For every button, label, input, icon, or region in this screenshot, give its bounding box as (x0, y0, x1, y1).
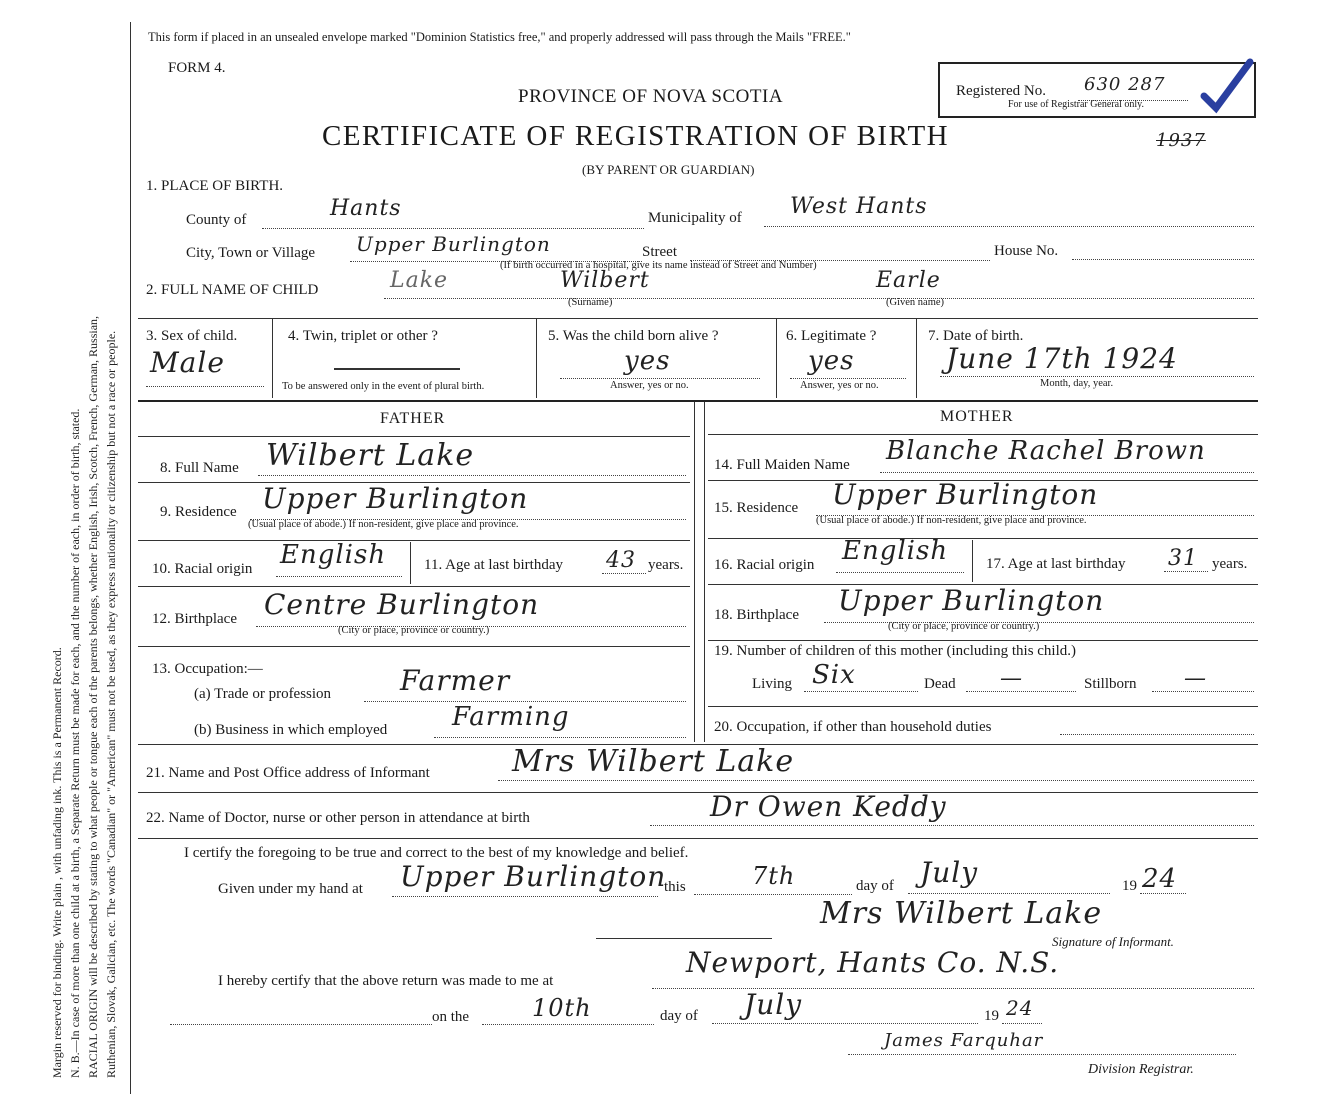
certificate-subtitle: (BY PARENT OR GUARDIAN) (582, 162, 755, 177)
year-stamp: 1937 (1156, 130, 1206, 151)
father-residence-label: 9. Residence (160, 504, 237, 520)
registrar-month: July (744, 988, 803, 1021)
alive-caption: Answer, yes or no. (610, 380, 689, 391)
occupation-label: 13. Occupation:— (152, 661, 263, 677)
given-year: 24 (1142, 864, 1178, 894)
margin-binding-note: Margin reserved for binding. Write plain , with unfading ink. This is a Permanent Record. (50, 647, 64, 1078)
mother-race-value: English (842, 536, 949, 566)
county-label: County of (186, 212, 247, 228)
mother-birthplace-caption: (City or place, province or country.) (888, 621, 1040, 632)
father-age-label: 11. Age at last birthday (424, 557, 563, 573)
twin-label: 4. Twin, triplet or other ? (288, 328, 438, 344)
registrar-day: 10th (532, 994, 592, 1022)
surname-caption: (Surname) (568, 297, 613, 308)
registrar-year: 24 (1006, 996, 1034, 1020)
legitimate-value: yes (808, 346, 855, 376)
registrar-place: Newport, Hants Co. N.S. (686, 946, 1060, 979)
county-value: Hants (330, 196, 402, 221)
margin-racial-note-2: Ruthenian, Slovak, Galician, etc. The words "Canadian" or "American" must not be used, as they express nationality or citizenship but not a race or people. (104, 330, 118, 1078)
father-age-value: 43 (606, 548, 636, 573)
given-year-prefix: 19 (1122, 878, 1137, 894)
province-title: PROVINCE OF NOVA SCOTIA (518, 86, 784, 107)
mother-heading: MOTHER (940, 408, 1014, 425)
child-surname: Lake (390, 268, 449, 293)
father-residence-caption: (Usual place of abode.) If non-resident, give place and province. (248, 519, 519, 530)
check-mark-icon (1198, 58, 1256, 116)
mother-age-value: 31 (1168, 546, 1198, 571)
certify-statement: I certify the foregoing to be true and correct to the best of my knowledge and belief. (184, 845, 689, 861)
registrar-signature: James Farquhar (884, 1030, 1044, 1051)
informant-value: Mrs Wilbert Lake (512, 744, 795, 779)
dob-caption: Month, day, year. (1040, 378, 1114, 389)
given-at-place: Upper Burlington (400, 860, 667, 893)
registrar-note: For use of Registrar General only. (1008, 99, 1144, 110)
twin-note: To be answered only in the event of plural birth. (282, 381, 485, 392)
mail-notice: This form if placed in an unsealed envelope marked "Dominion Statistics free," and properly addressed will pass through the Mails "FREE." (148, 30, 851, 44)
hospital-note: (If birth occurred in a hospital, give its name instead of Street and Number) (500, 260, 817, 271)
left-margin-line (130, 22, 131, 1094)
division-registrar-caption: Division Registrar. (1088, 1062, 1194, 1077)
living-value: Six (812, 660, 856, 690)
margin-racial-note-1: RACIAL ORIGIN will be described by stating to what people or tongue each of the parents belongs, whether English, Irish, Scotch, French, German, Russian, (86, 315, 100, 1078)
mother-residence-value: Upper Burlington (832, 478, 1099, 511)
informant-label: 21. Name and Post Office address of Informant (146, 765, 430, 781)
child-given-name: Earle (876, 268, 941, 293)
stillborn-label: Stillborn (1084, 676, 1137, 692)
municipality-value: West Hants (790, 194, 928, 219)
certificate-title: CERTIFICATE OF REGISTRATION OF BIRTH (322, 120, 949, 152)
living-label: Living (752, 676, 792, 692)
this-label: this (664, 879, 686, 895)
sex-label: 3. Sex of child. (146, 328, 238, 344)
registrar-statement: I hereby certify that the above return was made to me at (218, 973, 554, 989)
alive-label: 5. Was the child born alive ? (548, 328, 719, 344)
mother-birthplace-value: Upper Burlington (838, 584, 1105, 617)
registered-label: Registered No. (956, 83, 1046, 99)
house-label: House No. (994, 243, 1059, 259)
father-birthplace-label: 12. Birthplace (152, 611, 237, 627)
margin-nb-note: N. B.—In case of more than one child at a birth, a Separate Return must be made for each, and the number of each, in order of birth, stated. (68, 408, 82, 1078)
doctor-value: Dr Owen Keddy (710, 790, 947, 823)
informant-signature: Mrs Wilbert Lake (820, 896, 1103, 931)
registrar-day-of-label: day of (660, 1008, 698, 1024)
father-birthplace-value: Centre Burlington (264, 588, 540, 621)
given-at-label: Given under my hand at (218, 881, 363, 897)
day-of-label: day of (856, 878, 894, 894)
mother-race-label: 16. Racial origin (714, 557, 815, 573)
given-month: July (920, 856, 979, 889)
father-name-label: 8. Full Name (160, 460, 239, 476)
place-section-label: 1. PLACE OF BIRTH. (146, 178, 284, 194)
doctor-label: 22. Name of Doctor, nurse or other person in attendance at birth (146, 810, 530, 826)
mother-occupation-label: 20. Occupation, if other than household duties (714, 719, 992, 735)
registered-number: 630 287 (1084, 74, 1166, 95)
given-day: 7th (752, 862, 796, 890)
child-name-label: 2. FULL NAME OF CHILD (146, 282, 319, 298)
mother-years-label: years. (1212, 556, 1248, 572)
legitimate-label: 6. Legitimate ? (786, 328, 877, 344)
dob-value: June 17th 1924 (946, 342, 1178, 375)
father-race-label: 10. Racial origin (152, 561, 253, 577)
sex-value: Male (150, 346, 225, 379)
mother-residence-label: 15. Residence (714, 500, 799, 516)
mother-birthplace-label: 18. Birthplace (714, 607, 799, 623)
trade-label: (a) Trade or profession (194, 686, 332, 702)
mother-age-label: 17. Age at last birthday (986, 556, 1126, 572)
city-value: Upper Burlington (356, 232, 551, 256)
father-birthplace-caption: (City or place, province or country.) (338, 625, 490, 636)
father-residence-value: Upper Burlington (262, 482, 529, 515)
child-middle-name: Wilbert (560, 268, 650, 293)
legitimate-caption: Answer, yes or no. (800, 380, 879, 391)
municipality-label: Municipality of (648, 210, 742, 226)
informant-signature-caption: Signature of Informant. (1052, 934, 1174, 949)
form-number: FORM 4. (168, 60, 226, 76)
father-name-value: Wilbert Lake (266, 438, 475, 473)
mother-name-label: 14. Full Maiden Name (714, 457, 850, 473)
registrar-year-prefix: 19 (984, 1008, 999, 1024)
business-label: (b) Business in which employed (194, 722, 388, 738)
mother-residence-caption: (Usual place of abode.) If non-resident, give place and province. (816, 515, 1087, 526)
mother-name-value: Blanche Rachel Brown (886, 436, 1206, 466)
children-count-label: 19. Number of children of this mother (including this child.) (714, 643, 1077, 659)
business-value: Farming (452, 702, 570, 732)
city-label: City, Town or Village (186, 245, 316, 261)
father-race-value: English (280, 540, 387, 570)
alive-value: yes (624, 346, 671, 376)
registration-box (938, 62, 1256, 118)
stillborn-value: — (1184, 666, 1207, 691)
on-the-label: on the (432, 1009, 470, 1025)
trade-value: Farmer (400, 664, 511, 697)
dob-label: 7. Date of birth. (928, 328, 1024, 344)
given-name-caption: (Given name) (886, 297, 945, 308)
street-label: Street (642, 244, 677, 260)
dead-label: Dead (924, 676, 956, 692)
father-years-label: years. (648, 557, 684, 573)
dead-value: — (1000, 666, 1023, 691)
father-heading: FATHER (380, 410, 446, 427)
